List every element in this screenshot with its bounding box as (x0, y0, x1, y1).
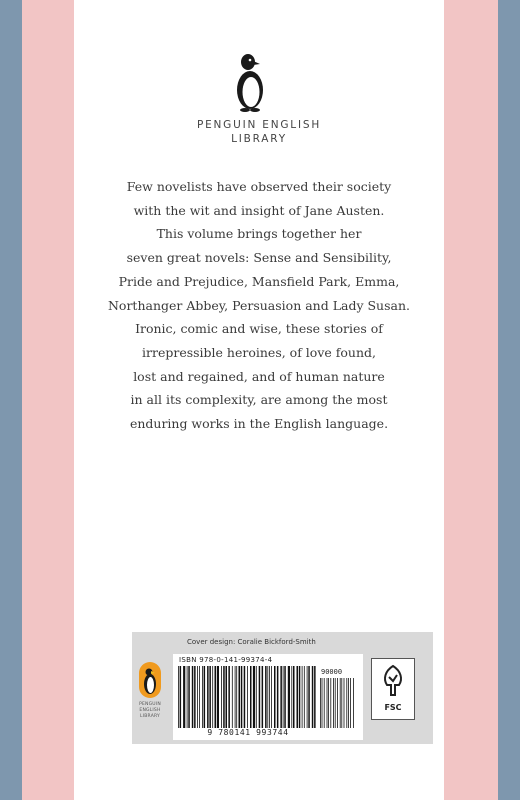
imprint-line-2: LIBRARY (231, 133, 287, 145)
blurb-line: Few novelists have observed their society (126, 179, 392, 194)
isbn-label: ISBN 978-0-141-99374-4 (179, 656, 273, 664)
blurb-line: This volume brings together her (156, 226, 362, 242)
fsc-badge (371, 658, 415, 720)
price-barcode-icon (319, 678, 355, 728)
barcode-area (173, 654, 363, 740)
blurb-text (74, 175, 444, 436)
blurb-line: enduring works in the English language. (129, 416, 389, 432)
blurb-line: Northanger Abbey, Persuasion and Lady Susan. (107, 297, 410, 313)
blurb-line: Ironic, comic and wise, these stories of (135, 321, 383, 337)
fsc-label: FSC (384, 703, 402, 712)
price-code: 90000 (321, 668, 343, 676)
blurb-line: lost and regained, and of human nature (133, 368, 385, 384)
ean-barcode-icon (177, 666, 317, 728)
barcode-block (132, 632, 433, 744)
penguin-logo-icon (235, 52, 265, 112)
white-panel (74, 0, 444, 800)
left-pink-stripe (22, 0, 74, 800)
blurb-line: seven great novels: Sense and Sensibility, (126, 250, 392, 266)
blurb-line: irrepressible heroines, of love found, (142, 344, 376, 360)
mini-imprint (134, 702, 166, 720)
blurb-line: in all its complexity, are among the most (130, 392, 388, 408)
blurb-line: Pride and Prejudice, Mansfield Park, Emma, (118, 273, 400, 289)
cover-design-credit: Cover design: Coralie Bickford-Smith (187, 638, 316, 646)
imprint-line-1: PENGUIN ENGLISH (196, 119, 322, 131)
mini-imprint-line: ENGLISH (139, 708, 161, 713)
mini-imprint-line: PENGUIN (139, 702, 161, 707)
right-pink-stripe (444, 0, 498, 800)
penguin-mini-logo-icon (139, 662, 161, 698)
isbn-digits: 9 780141 993744 (207, 728, 289, 737)
mini-imprint-line: LIBRARY (140, 714, 160, 719)
blurb-line: with the wit and insight of Jane Austen. (133, 202, 385, 218)
fsc-tree-icon (379, 663, 407, 699)
